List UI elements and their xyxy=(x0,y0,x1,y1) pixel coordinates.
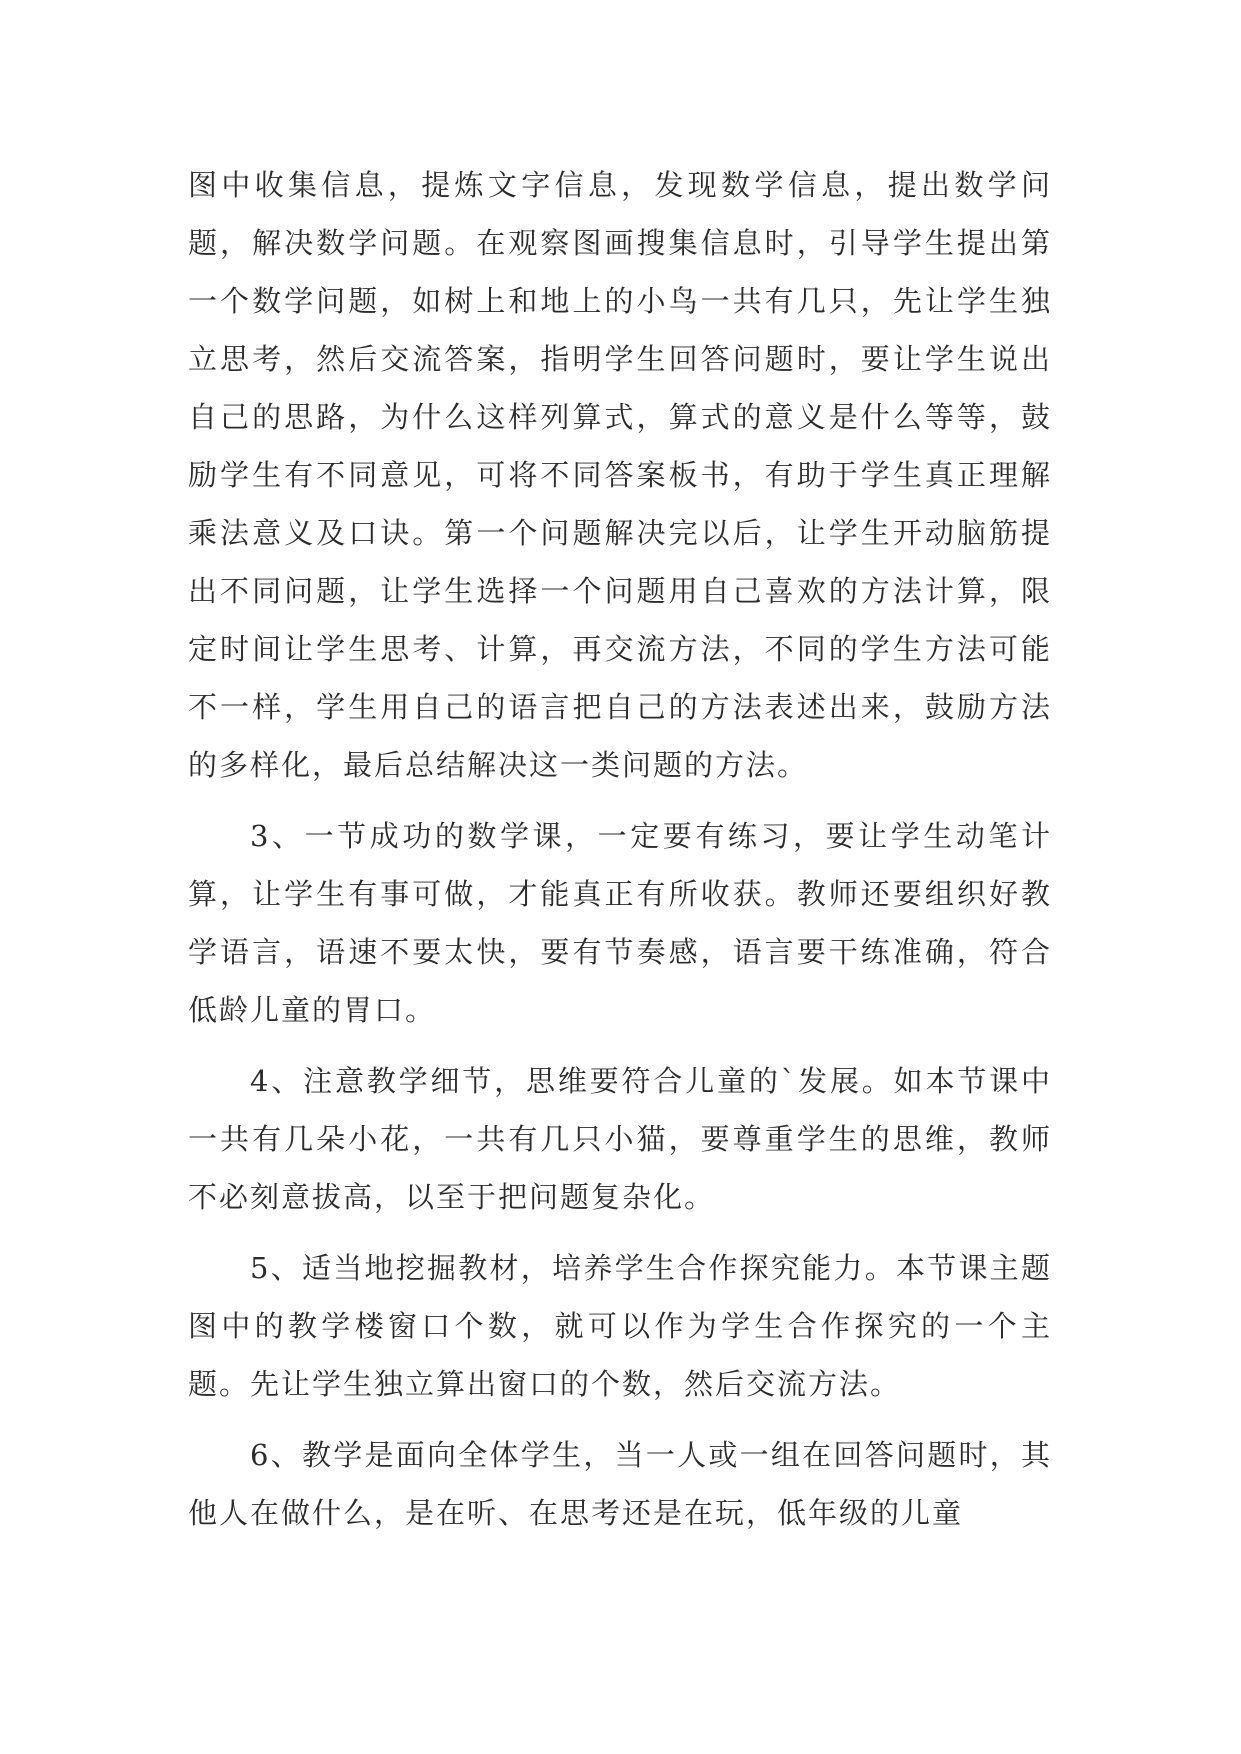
paragraph-3: 3、一节成功的数学课，一定要有练习，要让学生动笔计算，让学生有事可做，才能真正有所收获。教师还要组织好教学语言，语速不要太快，要有节奏感，语言要干练准确，符合低龄儿童的胃口。 xyxy=(188,819,1052,1027)
paragraph-5: 5、适当地挖掘教材，培养学生合作探究能力。本节课主题图中的教学楼窗口个数，就可以作为学生合作探究的一个主题。先让学生独立算出窗口的个数，然后交流方法。 xyxy=(188,1251,1052,1401)
paragraph-continued: 图中收集信息，提炼文字信息，发现数学信息，提出数学问题，解决数学问题。在观察图画搜集信息时，引导学生提出第一个数学问题，如树上和地上的小鸟一共有几只，先让学生独立思考，然后交流答案，指明学生回答问题时，要让学生说出自己的思路，为什么这样列算式，算式的意义是什么等等，鼓励学生有不同意见，可将不同答案板书，有助于学生真正理解乘法意义及口诀。第一个问题解决完以后，让学生开动脑筋提出不同问题，让学生选择一个问题用自己喜欢的方法计算，限定时间让学生思考、计算，再交流方法，不同的学生方法可能不一样，学生用自己的语言把自己的方法表述出来，鼓励方法的多样化，最后总结解决这一类问题的方法。 xyxy=(188,168,1052,782)
paragraph-6: 6、教学是面向全体学生，当一人或一组在回答问题时，其他人在做什么，是在听、在思考还是在玩，低年级的儿童 xyxy=(188,1438,1052,1530)
paragraph-4: 4、注意教学细节，思维要符合儿童的`发展。如本节课中一共有几朵小花，一共有几只小猫，要尊重学生的思维，教师不必刻意拔高，以至于把问题复杂化。 xyxy=(188,1064,1052,1214)
body-text xyxy=(188,156,1052,1555)
